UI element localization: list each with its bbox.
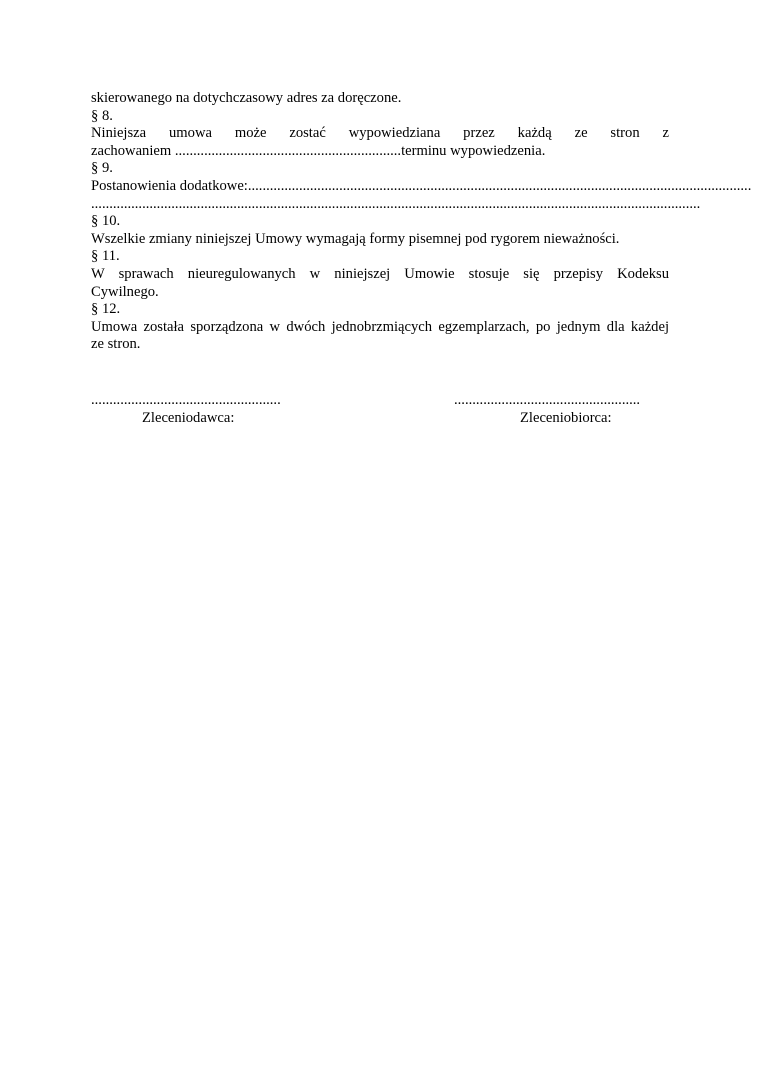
document-body bbox=[91, 90, 752, 354]
section-9-heading: § 9. bbox=[91, 160, 113, 177]
contractor-signature bbox=[454, 392, 654, 427]
section-8-heading: § 8. bbox=[91, 107, 113, 124]
section-12-line-a: Umowa została sporządzona w dwóch jednobrzmiących egzemplarzach, po jednym dla każdej bbox=[91, 318, 669, 335]
client-signature-label: Zleceniodawca: bbox=[142, 409, 235, 426]
client-signature bbox=[91, 392, 291, 427]
notice-period-blank: .............................................................. bbox=[174, 142, 402, 159]
section-8-line-b-suffix: terminu wypowiedzenia. bbox=[401, 142, 546, 159]
contractor-signature-line: ................................................... bbox=[454, 392, 641, 408]
section-8-line-b bbox=[91, 143, 669, 161]
section-8-line-a: Niniejsza umowa może zostać wypowiedziana przez każdą ze stron z bbox=[91, 125, 669, 142]
section-10-text: Wszelkie zmiany niniejszej Umowy wymagają formy pisemnej pod rygorem nieważności. bbox=[91, 230, 620, 247]
section-9-label: Postanowienia dodatkowe: bbox=[91, 177, 248, 194]
contractor-signature-label: Zleceniobiorca: bbox=[520, 409, 612, 426]
section-9-label-line bbox=[91, 177, 752, 196]
client-signature-line: .................................................... bbox=[91, 392, 281, 408]
section-12-line-b: ze stron. bbox=[91, 336, 141, 353]
section-10-heading: § 10. bbox=[91, 213, 121, 230]
section-12-heading: § 12. bbox=[91, 301, 121, 318]
section-8-line-b-prefix: zachowaniem bbox=[91, 142, 175, 159]
paragraph-line: skierowanego na dotychczasowy adres za doręczone. bbox=[91, 90, 402, 106]
section-11-heading: § 11. bbox=[91, 248, 120, 265]
additional-provisions-blank-2: ....................................................................................................................................................................... bbox=[91, 195, 701, 212]
section-11-line-a: W sprawach nieuregulowanych w niniejszej Umowie stosuje się przepisy Kodeksu bbox=[91, 265, 669, 282]
section-11-line-b: Cywilnego. bbox=[91, 283, 159, 300]
additional-provisions-blank-1: .......................................................................................................................................... bbox=[247, 177, 752, 194]
